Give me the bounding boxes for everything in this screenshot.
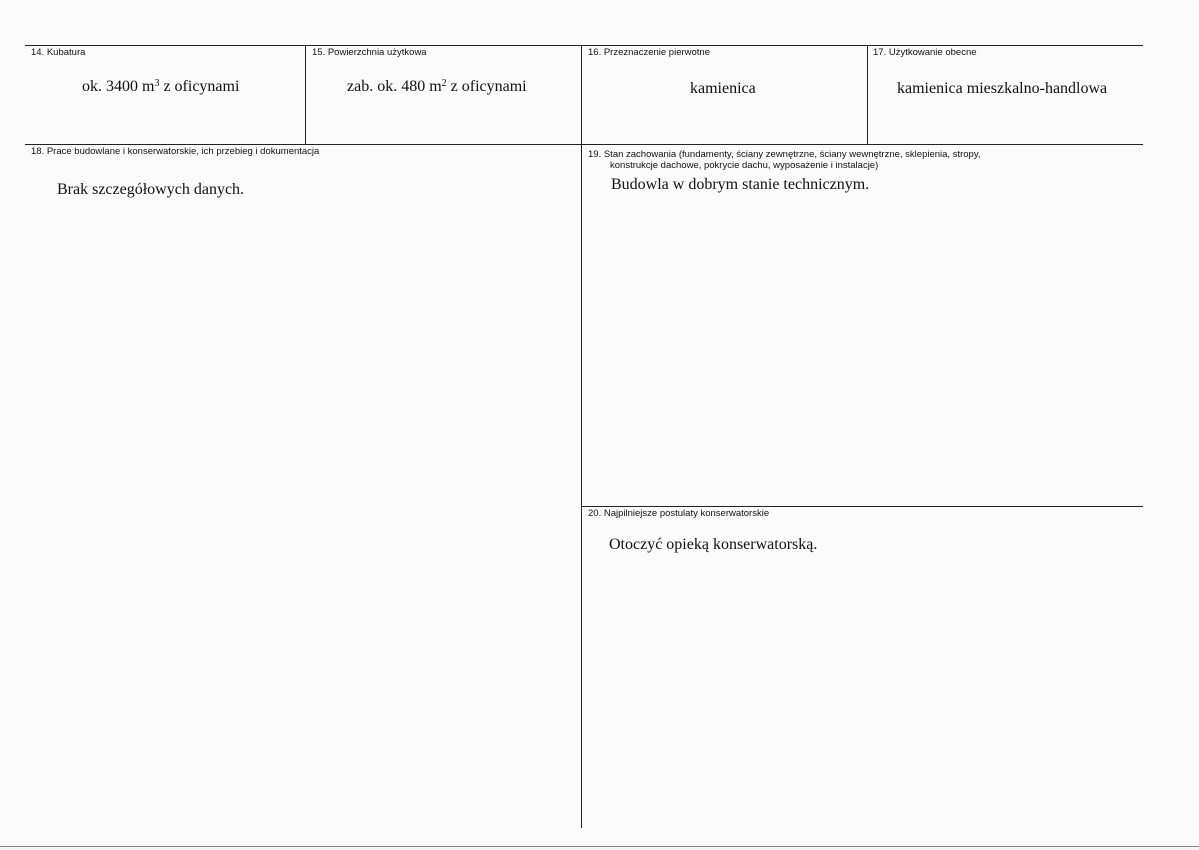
field18-value: Brak szczegółowych danych. bbox=[57, 181, 245, 198]
field19-label-line1: 19. Stan zachowania (fundamenty, ściany zewnętrzne, ściany wewnętrzne, sklepienia, stropy, bbox=[588, 149, 981, 160]
field14-value-main: ok. 3400 m bbox=[82, 78, 155, 95]
field19-label-line2: konstrukcje dachowe, pokrycie dachu, wyposażenie i instalacje) bbox=[610, 160, 879, 171]
field20-value: Otoczyć opieką konserwatorską. bbox=[609, 536, 818, 553]
field17-value: kamienica mieszkalno-handlowa bbox=[897, 80, 1108, 97]
divider-center bbox=[581, 45, 582, 828]
field15-label: 15. Powierzchnia użytkowa bbox=[312, 47, 427, 58]
field15-value-main: zab. ok. 480 m bbox=[347, 78, 442, 95]
field14-label: 14. Kubatura bbox=[31, 47, 86, 58]
field17-label: 17. Użytkowanie obecne bbox=[873, 47, 977, 58]
row1-bottom-border bbox=[25, 144, 1143, 145]
page-bottom-edge bbox=[0, 846, 1199, 850]
field19-value: Budowla w dobrym stanie technicznym. bbox=[611, 176, 870, 193]
field16-label: 16. Przeznaczenie pierwotne bbox=[588, 47, 710, 58]
divider-14-15 bbox=[305, 45, 306, 145]
field14-value bbox=[82, 78, 239, 96]
field15-value-suffix: z oficynami bbox=[446, 78, 527, 95]
field14-value-suffix: z oficynami bbox=[159, 78, 240, 95]
divider-16-17 bbox=[867, 45, 868, 145]
field14-value-unit-exponent: 3 bbox=[154, 78, 160, 89]
field15-value bbox=[347, 78, 527, 96]
field20-top-border bbox=[581, 506, 1143, 507]
field15-value-unit-exponent: 2 bbox=[441, 78, 447, 89]
field18-label: 18. Prace budowlane i konserwatorskie, ich przebieg i dokumentacja bbox=[31, 146, 320, 157]
field20-label: 20. Najpilniejsze postulaty konserwatorskie bbox=[588, 508, 770, 519]
field16-value: kamienica bbox=[690, 80, 756, 97]
top-border bbox=[25, 45, 1143, 46]
